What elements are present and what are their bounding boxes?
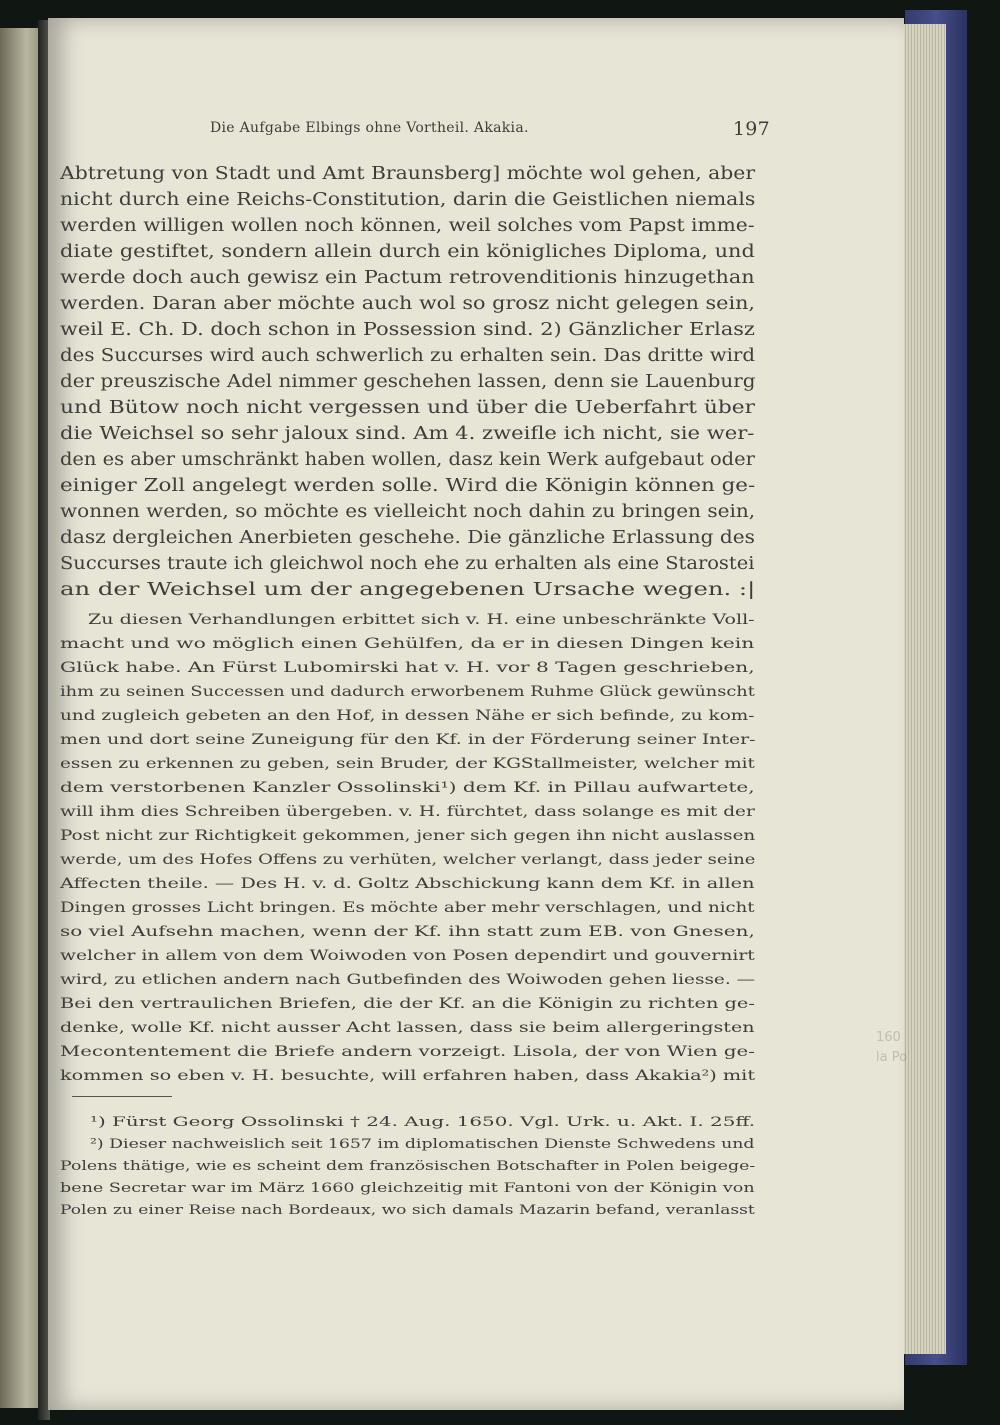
- body-line: nicht durch eine Reichs-Constitution, darin die Geistlichen niemals: [60, 190, 756, 210]
- body-line: an der Weichsel um der angegebenen Ursache wegen. :|: [60, 580, 756, 600]
- small-print-line: Zu diesen Verhandlungen erbittet sich v. H. eine unbeschränkte Voll-: [88, 612, 755, 628]
- body-line: werden willigen wollen noch können, weil solches vom Papst imme-: [60, 216, 755, 236]
- small-print-line: men und dort seine Zuneigung für den Kf. in der Förderung seiner Inter-: [60, 732, 756, 748]
- bleed-through-line: 160: [876, 1030, 901, 1045]
- small-print-line: ihm zu seinen Successen und dadurch erworbenem Ruhme Glück gewünscht: [60, 684, 755, 700]
- footnote-line: ¹) Fürst Georg Ossolinski † 24. Aug. 1650. Vgl. Urk. u. Akt. I. 25ff.: [90, 1115, 756, 1130]
- body-line: und Bütow noch nicht vergessen und über die Ueberfahrt über: [60, 398, 756, 418]
- small-print-line: denke, wolle Kf. nicht ausser Acht lassen, dass sie beim allergeringsten: [60, 1020, 755, 1036]
- body-line: wonnen werden, so möchte es vielleicht noch dahin zu bringen sein,: [60, 502, 756, 522]
- body-line: werde doch auch gewisz ein Pactum retrovenditionis hinzugethan: [60, 268, 755, 288]
- small-print-line: werde, um des Hofes Offens zu verhüten, welcher verlangt, dass jeder seine: [60, 852, 756, 868]
- body-line: der preuszische Adel nimmer geschehen lassen, denn sie Lauenburg: [60, 372, 756, 392]
- bleed-through-line: la Po: [876, 1050, 908, 1065]
- small-print-line: dem verstorbenen Kanzler Ossolinski¹) dem Kf. in Pillau aufwartete,: [60, 780, 755, 796]
- small-print-line: Dingen grosses Licht bringen. Es möchte aber mehr verschlagen, und nicht: [60, 900, 755, 916]
- running-title: Die Aufgabe Elbings ohne Vortheil. Akakia.: [210, 120, 529, 136]
- body-line: weil E. Ch. D. doch schon in Possession sind. 2) Gänzlicher Erlasz: [60, 320, 755, 340]
- small-print-line: Glück habe. An Fürst Lubomirski hat v. H. vor 8 Tagen geschrieben,: [60, 660, 755, 676]
- body-line: des Succurses wird auch schwerlich zu erhalten sein. Das dritte wird: [60, 346, 756, 366]
- small-print-line: und zugleich gebeten an den Hof, in dessen Nähe er sich befinde, zu kom-: [60, 708, 755, 724]
- body-line: die Weichsel so sehr jaloux sind. Am 4. zweifle ich nicht, sie wer-: [60, 424, 755, 444]
- body-line: Succurses traute ich gleichwol noch ehe zu erhalten als eine Starostei: [60, 554, 755, 574]
- small-print-line: will ihm dies Schreiben übergeben. v. H. fürchtet, dass solange es mit der: [60, 804, 755, 820]
- body-line: werden. Daran aber möchte auch wol so grosz nicht gelegen sein,: [60, 294, 756, 314]
- footnote-line: bene Secretar war im März 1660 gleichzeitig mit Fantoni von der Königin von: [60, 1181, 755, 1196]
- page-content: [60, 18, 916, 1410]
- footnote-rule: [72, 1096, 172, 1097]
- body-line: einiger Zoll angelegt werden solle. Wird die Königin können ge-: [60, 476, 756, 496]
- small-print-line: Affecten theile. — Des H. v. d. Goltz Abschickung kann dem Kf. in allen: [60, 876, 755, 892]
- bleed-through-text: [876, 1028, 916, 1068]
- small-print-line: Mecontentement die Briefe andern vorzeigt. Lisola, der von Wien ge-: [60, 1044, 755, 1060]
- body-line: dasz dergleichen Anerbieten geschehe. Die gänzliche Erlassung des: [60, 528, 755, 548]
- small-print-line: so viel Aufsehn machen, wenn der Kf. ihn statt zum EB. von Gnesen,: [60, 924, 755, 940]
- small-print-line: Post nicht zur Richtigkeit gekommen, jener sich gegen ihn nicht auslassen: [60, 828, 756, 844]
- body-line: den es aber umschränkt haben wollen, dasz kein Werk aufgebaut oder: [60, 450, 755, 470]
- body-line: Abtretung von Stadt und Amt Braunsberg] möchte wol gehen, aber: [60, 164, 756, 184]
- running-header: [210, 118, 770, 140]
- small-print-line: Bei den vertraulichen Briefen, die der Kf. an die Königin zu richten ge-: [60, 996, 755, 1012]
- footnote-line: Polens thätige, wie es scheint dem französischen Botschafter in Polen beigege-: [60, 1159, 756, 1174]
- small-print-line: macht und wo möglich einen Gehülfen, da er in diesen Dingen kein: [60, 636, 755, 652]
- small-print-line: welcher in allem von dem Woiwoden von Posen dependirt und gouvernirt: [60, 948, 755, 964]
- page-number: 197: [732, 118, 770, 140]
- small-print-line: wird, zu etlichen andern nach Gutbefinden des Woiwoden gehen liesse. —: [60, 972, 756, 988]
- body-line: diate gestiftet, sondern allein durch ein königliches Diploma, und: [60, 242, 755, 262]
- small-print-line: kommen so eben v. H. besuchte, will erfahren haben, dass Akakia²) mit: [60, 1068, 756, 1084]
- footnote-line: Polen zu einer Reise nach Bordeaux, wo sich damals Mazarin befand, veranlasst: [60, 1203, 755, 1218]
- page: [48, 18, 908, 1410]
- footnote-line: ²) Dieser nachweislich seit 1657 im diplomatischen Dienste Schwedens und: [90, 1137, 755, 1152]
- small-print-line: essen zu erkennen zu geben, sein Bruder, der KGStallmeister, welcher mit: [60, 756, 755, 772]
